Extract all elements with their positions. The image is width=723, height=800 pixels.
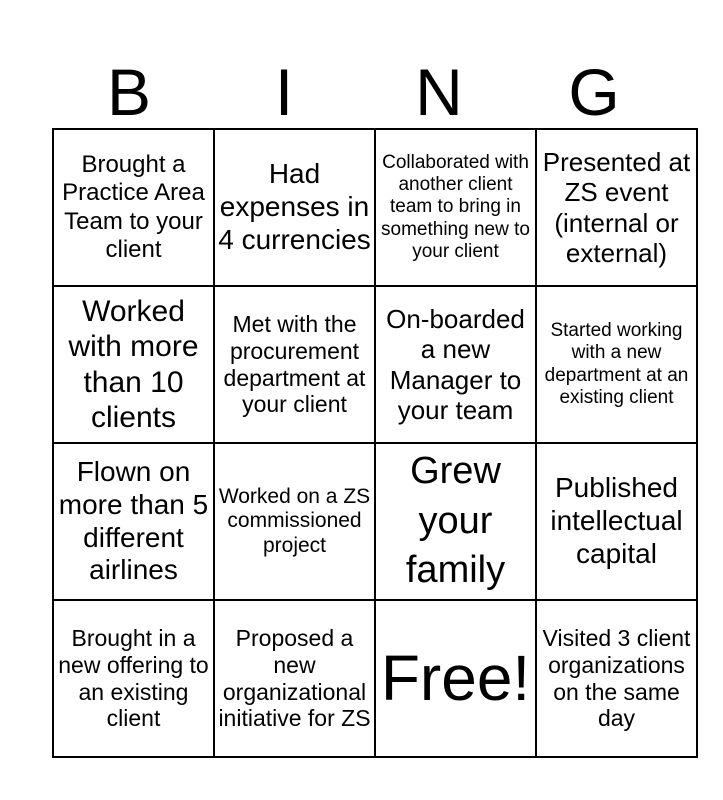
bingo-cell[interactable]: Started working with a new department at an existing client — [536, 286, 697, 443]
bingo-row — [53, 286, 697, 443]
bingo-cell[interactable]: Brought in a new offering to an existing client — [53, 600, 214, 757]
header-letter-g: G — [568, 55, 620, 129]
bingo-cell[interactable]: Met with the procurement department at your client — [214, 286, 375, 443]
bingo-cell[interactable]: Collaborated with another client team to bring in something new to your client — [375, 129, 536, 286]
bingo-row — [53, 129, 697, 286]
bingo-row — [53, 600, 697, 757]
bingo-cell[interactable]: On-boarded a new Manager to your team — [375, 286, 536, 443]
bingo-cell[interactable]: Worked with more than 10 clients — [53, 286, 214, 443]
header-letter-b: B — [106, 55, 152, 129]
bingo-cell[interactable]: Presented at ZS event (internal or external) — [536, 129, 697, 286]
bingo-cell[interactable]: Published intellectual capital — [536, 443, 697, 600]
bingo-cell[interactable]: Brought a Practice Area Team to your client — [53, 129, 214, 286]
bingo-cell[interactable]: Grew your family — [375, 443, 536, 600]
bingo-cell[interactable]: Worked on a ZS commissioned project — [214, 443, 375, 600]
bingo-cell[interactable]: Visited 3 client organizations on the same day — [536, 600, 697, 757]
bingo-cell[interactable]: Flown on more than 5 different airlines — [53, 443, 214, 600]
bingo-cell[interactable]: Proposed a new organizational initiative for ZS — [214, 600, 375, 757]
bingo-cell[interactable]: Had expenses in 4 currencies — [214, 129, 375, 286]
free-space-cell[interactable]: Free! — [375, 600, 536, 757]
header-letter-i: I — [274, 55, 294, 129]
header-letter-n: N — [415, 55, 463, 129]
bingo-card — [52, 128, 698, 758]
bingo-row — [53, 443, 697, 600]
